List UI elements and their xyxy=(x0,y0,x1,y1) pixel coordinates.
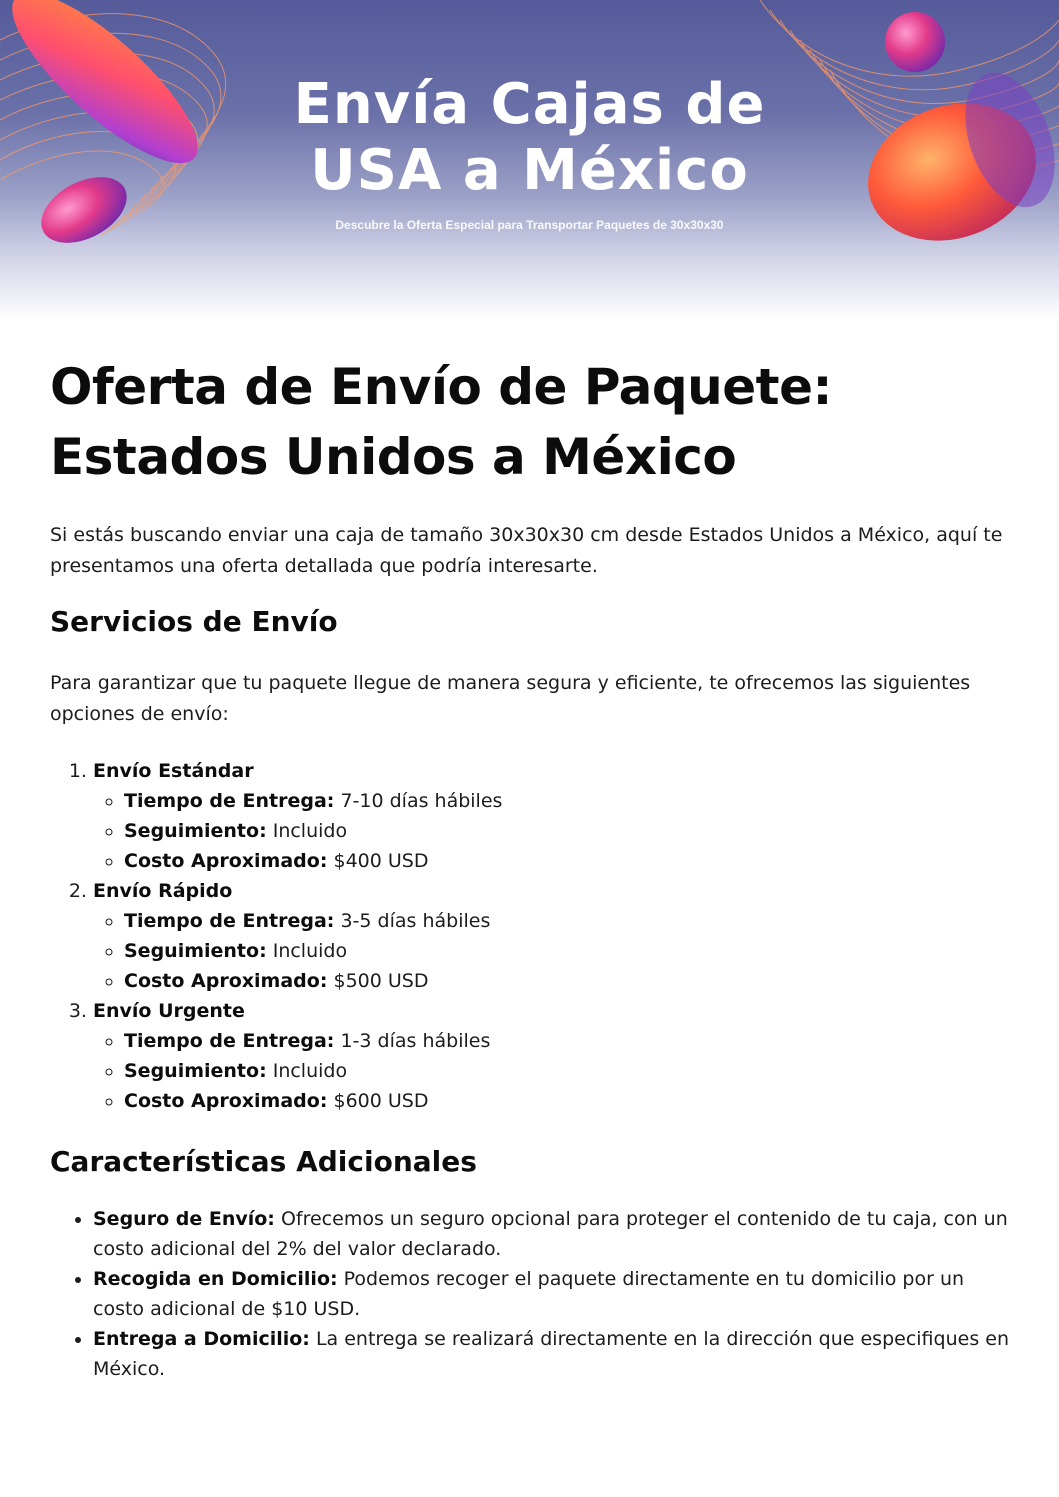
services-heading: Servicios de Envío xyxy=(50,605,338,638)
plan-detail xyxy=(124,1026,1012,1056)
plan-details xyxy=(93,906,1012,996)
detail-label: Costo Aproximado: xyxy=(124,850,328,872)
right-small-sphere xyxy=(885,12,945,72)
hero-title-line2: USA a México xyxy=(310,138,749,203)
detail-label: Seguimiento: xyxy=(124,1060,267,1082)
shipping-plans-list xyxy=(50,756,1012,1116)
detail-value: 1-3 días hábiles xyxy=(340,1030,491,1052)
plan-detail xyxy=(124,966,1012,996)
detail-label: Costo Aproximado: xyxy=(124,1090,328,1112)
detail-label: Seguimiento: xyxy=(124,940,267,962)
extra-text: Podemos recoger el paquete directamente en tu domicilio por un costo adicional de $10 USD. xyxy=(93,1268,965,1320)
detail-label: Costo Aproximado: xyxy=(124,970,328,992)
page-title-line2: Estados Unidos a México xyxy=(50,428,737,486)
extra-item xyxy=(93,1324,1012,1384)
hero-title xyxy=(0,72,1059,204)
extra-label: Entrega a Domicilio: xyxy=(93,1328,310,1350)
plan-detail xyxy=(124,906,1012,936)
article-content xyxy=(50,352,1012,1384)
plan-detail xyxy=(124,846,1012,876)
detail-label: Tiempo de Entrega: xyxy=(124,790,335,812)
detail-value: $600 USD xyxy=(333,1090,429,1112)
plan-detail xyxy=(124,816,1012,846)
extra-item xyxy=(93,1204,1012,1264)
extra-label: Seguro de Envío: xyxy=(93,1208,275,1230)
plan-item xyxy=(93,996,1012,1116)
plan-item xyxy=(93,876,1012,996)
extra-text: Ofrecemos un seguro opcional para proteger el contenido de tu caja, con un costo adicional del 2% del valor declarado. xyxy=(93,1208,1008,1260)
services-intro-paragraph: Para garantizar que tu paquete llegue de manera segura y eficiente, te ofrecemos las siguientes opciones de envío: xyxy=(50,672,971,725)
detail-value: 3-5 días hábiles xyxy=(340,910,491,932)
plan-detail xyxy=(124,1056,1012,1086)
plan-detail xyxy=(124,786,1012,816)
hero-banner xyxy=(0,0,1059,320)
plan-name: Envío Urgente xyxy=(93,1000,245,1022)
extra-item xyxy=(93,1264,1012,1324)
extras-list xyxy=(50,1204,1012,1384)
plan-name: Envío Rápido xyxy=(93,880,233,902)
detail-value: Incluido xyxy=(272,1060,348,1082)
detail-value: $400 USD xyxy=(333,850,429,872)
plan-detail xyxy=(124,1086,1012,1116)
plan-item xyxy=(93,756,1012,876)
detail-label: Seguimiento: xyxy=(124,820,267,842)
hero-subtitle: Descubre la Oferta Especial para Transportar Paquetes de 30x30x30 xyxy=(335,218,724,232)
extras-heading: Características Adicionales xyxy=(50,1145,477,1178)
plan-detail xyxy=(124,936,1012,966)
detail-value: Incluido xyxy=(272,940,348,962)
intro-paragraph: Si estás buscando enviar una caja de tamaño 30x30x30 cm desde Estados Unidos a México, aquí te presentamos una oferta detallada que podría interesarte. xyxy=(50,524,1003,577)
detail-value: Incluido xyxy=(272,820,348,842)
page-title-line1: Oferta de Envío de Paquete: xyxy=(50,358,832,416)
detail-label: Tiempo de Entrega: xyxy=(124,910,335,932)
page-title xyxy=(50,352,1012,492)
plan-details xyxy=(93,786,1012,876)
extra-text: La entrega se realizará directamente en la dirección que especifiques en México. xyxy=(93,1328,1009,1380)
plan-name: Envío Estándar xyxy=(93,760,254,782)
detail-label: Tiempo de Entrega: xyxy=(124,1030,335,1052)
extra-label: Recogida en Domicilio: xyxy=(93,1268,338,1290)
hero-title-line1: Envía Cajas de xyxy=(293,72,766,137)
detail-value: 7-10 días hábiles xyxy=(340,790,503,812)
plan-details xyxy=(93,1026,1012,1116)
detail-value: $500 USD xyxy=(333,970,429,992)
